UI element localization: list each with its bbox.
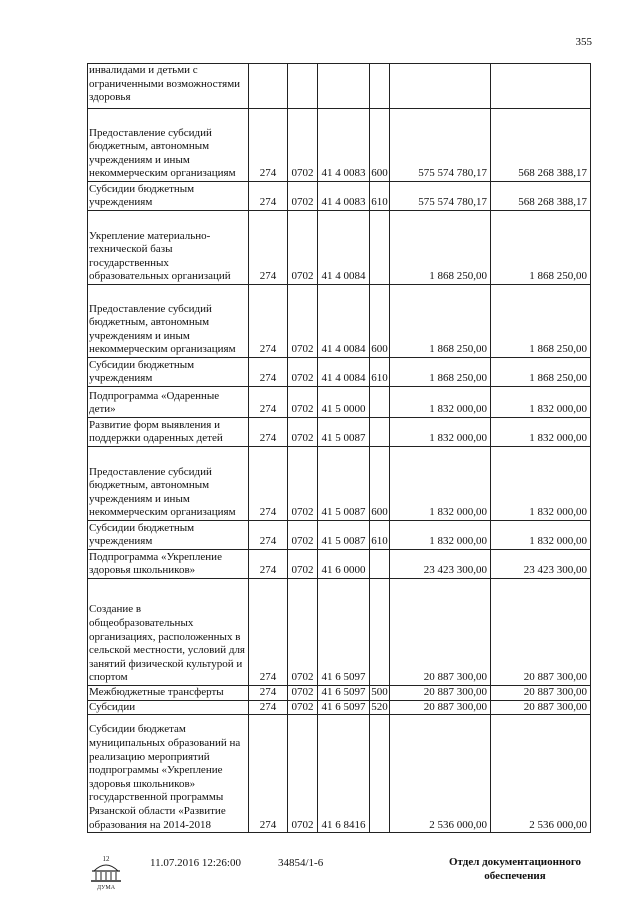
row-sum-2018: 1 832 000,00 (491, 447, 591, 521)
footer-department: Отдел документационного обеспечения (448, 856, 582, 882)
row-sum-2018: 1 868 250,00 (491, 211, 591, 285)
budget-table (87, 63, 591, 833)
row-vr (370, 579, 390, 686)
table-row (88, 358, 591, 387)
row-ved: 274 (249, 285, 288, 358)
row-sum-2017: 1 832 000,00 (390, 447, 491, 521)
row-name: Создание в общеобразовательных организациях, расположенных в сельской местности, условий для занятий физической культурой и спортом (88, 579, 249, 686)
row-target: 41 6 0000 (318, 550, 370, 579)
table-row (88, 387, 591, 418)
row-target: 41 4 0083 (318, 109, 370, 182)
row-target: 41 4 0084 (318, 358, 370, 387)
row-sum-2017: 20 887 300,00 (390, 700, 491, 715)
row-vr (370, 387, 390, 418)
row-sum-2017: 23 423 300,00 (390, 550, 491, 579)
duma-emblem-icon (86, 853, 126, 891)
table-row (88, 550, 591, 579)
table-row (88, 64, 591, 109)
row-sum-2017: 1 868 250,00 (390, 358, 491, 387)
row-name: Субсидии бюджетным учреждениям (88, 182, 249, 211)
row-section: 0702 (288, 182, 318, 211)
row-section: 0702 (288, 211, 318, 285)
row-ved: 274 (249, 550, 288, 579)
row-target (318, 64, 370, 109)
table-row (88, 211, 591, 285)
row-vr: 600 (370, 109, 390, 182)
row-name: Субсидии бюджетным учреждениям (88, 521, 249, 550)
row-sum-2018: 568 268 388,17 (491, 182, 591, 211)
row-ved: 274 (249, 358, 288, 387)
row-vr: 610 (370, 182, 390, 211)
row-target: 41 6 5097 (318, 579, 370, 686)
row-sum-2018: 1 832 000,00 (491, 418, 591, 447)
row-sum-2018: 1 832 000,00 (491, 521, 591, 550)
row-sum-2018: 20 887 300,00 (491, 686, 591, 701)
row-sum-2017: 575 574 780,17 (390, 182, 491, 211)
row-section: 0702 (288, 387, 318, 418)
row-sum-2018: 1 832 000,00 (491, 387, 591, 418)
table-row (88, 109, 591, 182)
row-ved: 274 (249, 686, 288, 701)
row-vr (370, 418, 390, 447)
table-row (88, 285, 591, 358)
row-name: Подпрограмма «Одаренные дети» (88, 387, 249, 418)
row-sum-2017: 1 868 250,00 (390, 285, 491, 358)
row-ved: 274 (249, 700, 288, 715)
row-section: 0702 (288, 447, 318, 521)
row-sum-2017: 1 832 000,00 (390, 387, 491, 418)
row-target: 41 5 0087 (318, 521, 370, 550)
row-vr: 500 (370, 686, 390, 701)
row-section: 0702 (288, 686, 318, 701)
row-sum-2017: 1 832 000,00 (390, 418, 491, 447)
row-target: 41 4 0084 (318, 285, 370, 358)
row-ved: 274 (249, 715, 288, 833)
row-ved: 274 (249, 447, 288, 521)
row-sum-2017: 575 574 780,17 (390, 109, 491, 182)
table-row (88, 579, 591, 686)
row-vr (370, 715, 390, 833)
row-ved (249, 64, 288, 109)
row-section: 0702 (288, 550, 318, 579)
row-vr (370, 64, 390, 109)
row-section: 0702 (288, 109, 318, 182)
row-target: 41 5 0087 (318, 447, 370, 521)
table-row (88, 182, 591, 211)
row-vr (370, 550, 390, 579)
row-sum-2018: 1 868 250,00 (491, 358, 591, 387)
row-name: Развитие форм выявления и поддержки одаренных детей (88, 418, 249, 447)
logo-text: ДУМА (96, 885, 116, 891)
row-name: Межбюджетные трансферты (88, 686, 249, 701)
row-sum-2018: 23 423 300,00 (491, 550, 591, 579)
row-sum-2018: 20 887 300,00 (491, 700, 591, 715)
row-sum-2018: 1 868 250,00 (491, 285, 591, 358)
row-name: Укрепление материально-технической базы государственных образовательных организаций (88, 211, 249, 285)
row-target: 41 4 0084 (318, 211, 370, 285)
row-section: 0702 (288, 358, 318, 387)
row-ved: 274 (249, 211, 288, 285)
row-sum-2017: 20 887 300,00 (390, 579, 491, 686)
table-row (88, 447, 591, 521)
row-ved: 274 (249, 579, 288, 686)
footer-datetime: 11.07.2016 12:26:00 (150, 857, 241, 869)
row-section: 0702 (288, 715, 318, 833)
row-target: 41 6 5097 (318, 686, 370, 701)
row-name: Субсидии бюджетам муниципальных образований на реализацию мероприятий подпрограммы «Укрепление здоровья школьников» государственной программы Рязанской области «Развитие образования на 2014-2018 (88, 715, 249, 833)
row-sum-2018: 2 536 000,00 (491, 715, 591, 833)
row-section: 0702 (288, 285, 318, 358)
row-name: Предоставление субсидий бюджетным, автономным учреждениям и иным некоммерческим организациям (88, 285, 249, 358)
row-ved: 274 (249, 418, 288, 447)
row-sum-2017: 1 868 250,00 (390, 211, 491, 285)
row-sum-2017: 20 887 300,00 (390, 686, 491, 701)
row-name: Предоставление субсидий бюджетным, автономным учреждениям и иным некоммерческим организациям (88, 447, 249, 521)
row-sum-2017 (390, 64, 491, 109)
table-row (88, 700, 591, 715)
row-sum-2018: 568 268 388,17 (491, 109, 591, 182)
table-row (88, 521, 591, 550)
table-row (88, 418, 591, 447)
row-section: 0702 (288, 579, 318, 686)
table-row (88, 715, 591, 833)
row-vr: 610 (370, 521, 390, 550)
row-vr: 600 (370, 447, 390, 521)
row-name: Субсидии (88, 700, 249, 715)
row-target: 41 5 0087 (318, 418, 370, 447)
row-sum-2018: 20 887 300,00 (491, 579, 591, 686)
row-section (288, 64, 318, 109)
row-section: 0702 (288, 521, 318, 550)
row-name: Субсидии бюджетным учреждениям (88, 358, 249, 387)
row-name: Подпрограмма «Укрепление здоровья школьников» (88, 550, 249, 579)
row-name: Предоставление субсидий бюджетным, автономным учреждениям и иным некоммерческим организациям (88, 109, 249, 182)
row-vr: 600 (370, 285, 390, 358)
row-ved: 274 (249, 387, 288, 418)
row-vr: 610 (370, 358, 390, 387)
page-footer (0, 853, 640, 905)
page-number: 355 (575, 36, 592, 48)
row-target: 41 4 0083 (318, 182, 370, 211)
table-row (88, 686, 591, 701)
row-target: 41 5 0000 (318, 387, 370, 418)
row-sum-2017: 1 832 000,00 (390, 521, 491, 550)
row-target: 41 6 8416 (318, 715, 370, 833)
row-section: 0702 (288, 700, 318, 715)
row-target: 41 6 5097 (318, 700, 370, 715)
row-vr: 520 (370, 700, 390, 715)
row-ved: 274 (249, 182, 288, 211)
logo-number: 12 (102, 855, 110, 863)
row-ved: 274 (249, 521, 288, 550)
row-ved: 274 (249, 109, 288, 182)
row-name: инвалидами и детьми с ограниченными возможностями здоровья (88, 64, 249, 109)
row-vr (370, 211, 390, 285)
row-section: 0702 (288, 418, 318, 447)
footer-doc-number: 34854/1-6 (278, 857, 324, 869)
row-sum-2018 (491, 64, 591, 109)
row-sum-2017: 2 536 000,00 (390, 715, 491, 833)
